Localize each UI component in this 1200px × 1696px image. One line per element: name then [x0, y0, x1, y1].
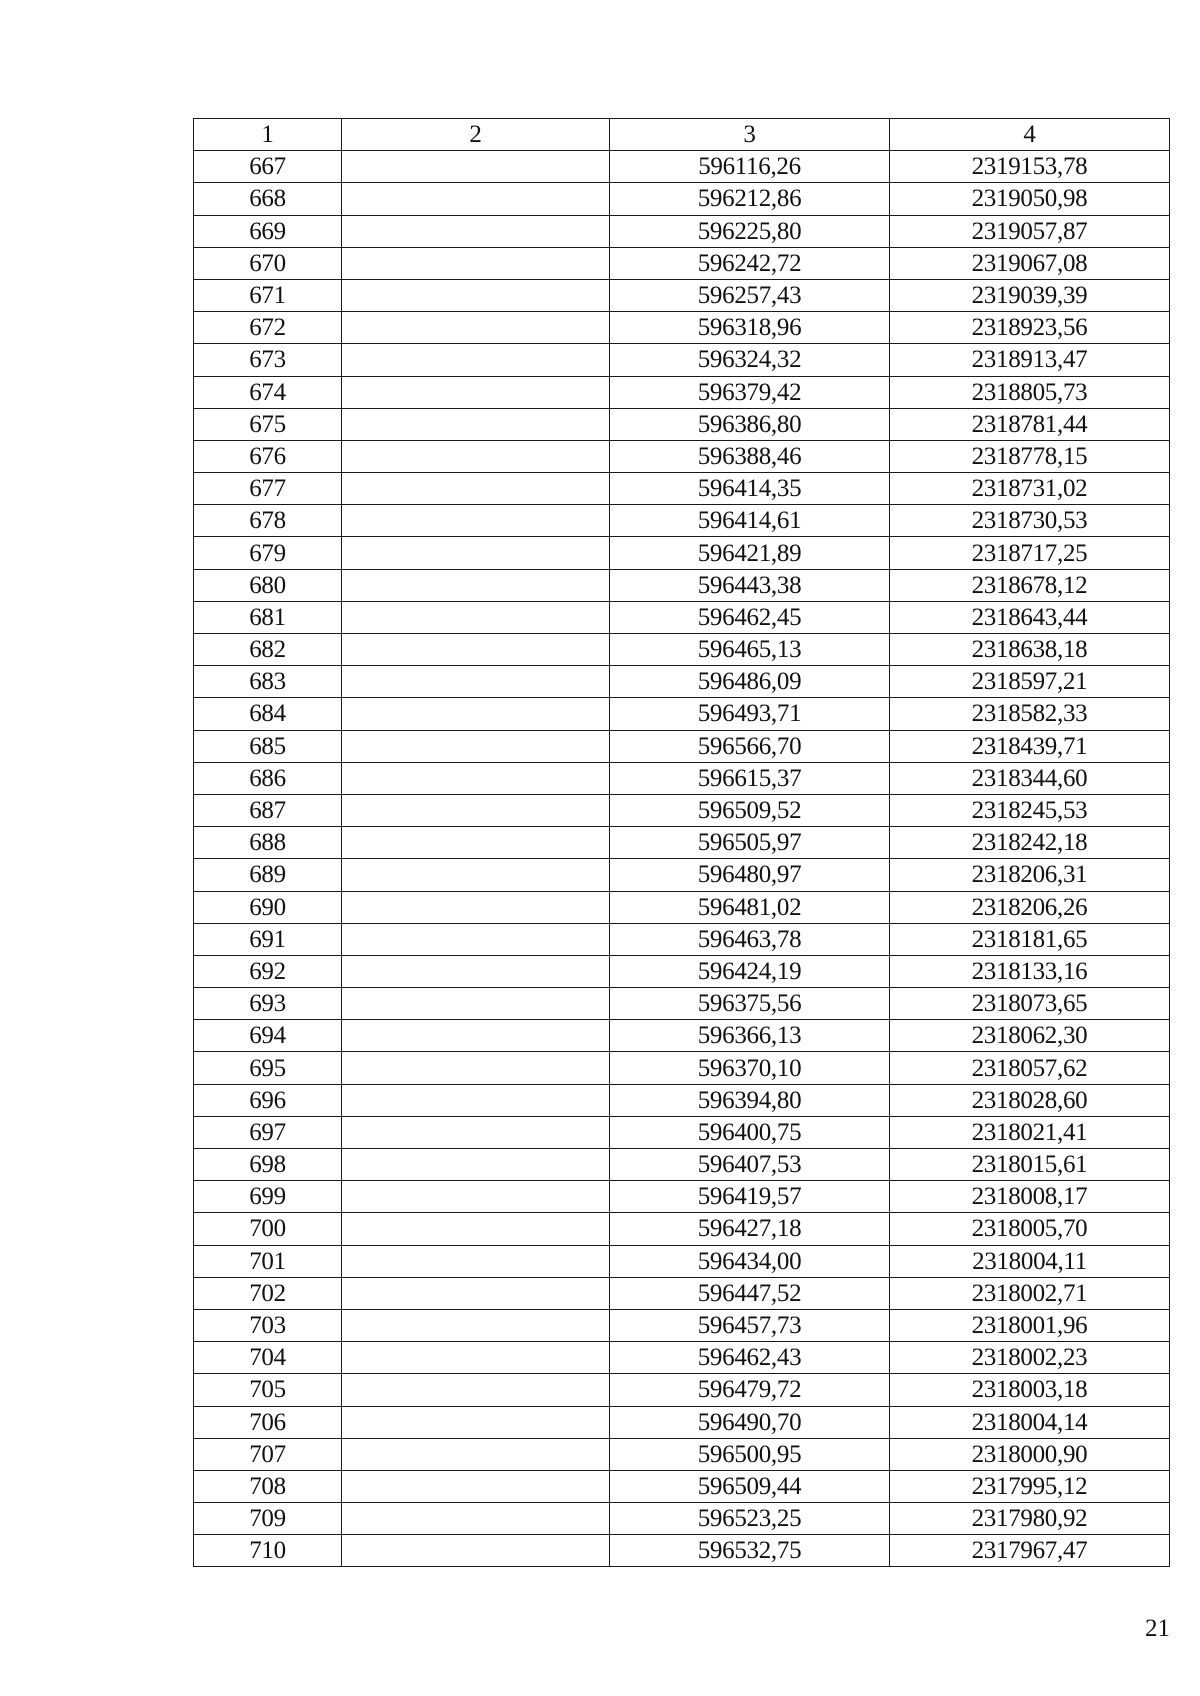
point-number-cell: 702: [194, 1277, 342, 1309]
point-number-cell: 682: [194, 634, 342, 666]
coordinate-y-cell: 2318133,16: [890, 955, 1170, 987]
coordinate-y-cell: 2318015,61: [890, 1149, 1170, 1181]
table-row: [194, 440, 1170, 472]
coordinate-x-cell: 596509,52: [610, 794, 890, 826]
description-cell: [342, 505, 610, 537]
table-row: [194, 1149, 1170, 1181]
description-cell: [342, 827, 610, 859]
point-number-cell: 678: [194, 505, 342, 537]
coordinate-y-cell: 2318003,18: [890, 1374, 1170, 1406]
description-cell: [342, 794, 610, 826]
point-number-cell: 681: [194, 601, 342, 633]
coordinate-y-cell: 2318439,71: [890, 730, 1170, 762]
description-cell: [342, 988, 610, 1020]
point-number-cell: 679: [194, 537, 342, 569]
table-row: [194, 408, 1170, 440]
point-number-cell: 701: [194, 1245, 342, 1277]
coordinate-x-cell: 596479,72: [610, 1374, 890, 1406]
coordinate-x-cell: 596509,44: [610, 1470, 890, 1502]
table-row: [194, 344, 1170, 376]
coordinate-y-cell: 2318028,60: [890, 1084, 1170, 1116]
point-number-cell: 691: [194, 923, 342, 955]
description-cell: [342, 537, 610, 569]
description-cell: [342, 601, 610, 633]
coordinate-y-cell: 2318731,02: [890, 473, 1170, 505]
point-number-cell: 690: [194, 891, 342, 923]
coordinate-y-cell: 2318062,30: [890, 1020, 1170, 1052]
coordinate-y-cell: 2318778,15: [890, 440, 1170, 472]
coordinate-x-cell: 596225,80: [610, 215, 890, 247]
table-row: [194, 827, 1170, 859]
table-row: [194, 923, 1170, 955]
coordinate-y-cell: 2318004,11: [890, 1245, 1170, 1277]
point-number-cell: 700: [194, 1213, 342, 1245]
point-number-cell: 695: [194, 1052, 342, 1084]
coordinate-y-cell: 2318002,23: [890, 1342, 1170, 1374]
table-row: [194, 1245, 1170, 1277]
coordinate-x-cell: 596523,25: [610, 1503, 890, 1535]
coordinate-x-cell: 596421,89: [610, 537, 890, 569]
point-number-cell: 693: [194, 988, 342, 1020]
coordinate-y-cell: 2318004,14: [890, 1406, 1170, 1438]
table-row: [194, 215, 1170, 247]
coordinate-x-cell: 596116,26: [610, 151, 890, 183]
coordinate-y-cell: 2318000,90: [890, 1438, 1170, 1470]
point-number-cell: 668: [194, 183, 342, 215]
table-row: [194, 601, 1170, 633]
coordinate-x-cell: 596257,43: [610, 279, 890, 311]
coordinate-x-cell: 596419,57: [610, 1181, 890, 1213]
point-number-cell: 670: [194, 247, 342, 279]
coordinate-y-cell: 2318008,17: [890, 1181, 1170, 1213]
column-header-3: 3: [610, 119, 890, 151]
coordinate-x-cell: 596375,56: [610, 988, 890, 1020]
description-cell: [342, 183, 610, 215]
table-row: [194, 1503, 1170, 1535]
table-body: [194, 151, 1170, 1567]
table-row: [194, 1342, 1170, 1374]
point-number-cell: 694: [194, 1020, 342, 1052]
point-number-cell: 686: [194, 762, 342, 794]
description-cell: [342, 1213, 610, 1245]
coordinate-x-cell: 596505,97: [610, 827, 890, 859]
table-row: [194, 955, 1170, 987]
table-row: [194, 1116, 1170, 1148]
coordinate-y-cell: 2318021,41: [890, 1116, 1170, 1148]
column-header-4: 4: [890, 119, 1170, 151]
table-row: [194, 1084, 1170, 1116]
coordinate-y-cell: 2318344,60: [890, 762, 1170, 794]
coordinate-x-cell: 596500,95: [610, 1438, 890, 1470]
point-number-cell: 675: [194, 408, 342, 440]
description-cell: [342, 666, 610, 698]
coordinate-x-cell: 596493,71: [610, 698, 890, 730]
column-header-2: 2: [342, 119, 610, 151]
point-number-cell: 692: [194, 955, 342, 987]
table-row: [194, 988, 1170, 1020]
coordinate-y-cell: 2319067,08: [890, 247, 1170, 279]
description-cell: [342, 891, 610, 923]
point-number-cell: 672: [194, 312, 342, 344]
point-number-cell: 684: [194, 698, 342, 730]
coordinate-y-cell: 2318001,96: [890, 1309, 1170, 1341]
point-number-cell: 697: [194, 1116, 342, 1148]
description-cell: [342, 247, 610, 279]
coordinate-x-cell: 596480,97: [610, 859, 890, 891]
table-row: [194, 1535, 1170, 1567]
description-cell: [342, 762, 610, 794]
description-cell: [342, 1181, 610, 1213]
description-cell: [342, 1052, 610, 1084]
coordinate-y-cell: 2318057,62: [890, 1052, 1170, 1084]
table-row: [194, 247, 1170, 279]
coordinate-y-cell: 2318073,65: [890, 988, 1170, 1020]
point-number-cell: 688: [194, 827, 342, 859]
coordinate-x-cell: 596462,45: [610, 601, 890, 633]
description-cell: [342, 215, 610, 247]
coordinate-y-cell: 2319050,98: [890, 183, 1170, 215]
description-cell: [342, 923, 610, 955]
coordinate-x-cell: 596481,02: [610, 891, 890, 923]
coordinate-y-cell: 2318781,44: [890, 408, 1170, 440]
table-row: [194, 1213, 1170, 1245]
table-row: [194, 312, 1170, 344]
coordinate-x-cell: 596414,35: [610, 473, 890, 505]
description-cell: [342, 1406, 610, 1438]
description-cell: [342, 408, 610, 440]
coordinate-x-cell: 596424,19: [610, 955, 890, 987]
coordinate-y-cell: 2318002,71: [890, 1277, 1170, 1309]
table-row: [194, 1309, 1170, 1341]
description-cell: [342, 312, 610, 344]
column-header-1: 1: [194, 119, 342, 151]
table-row: [194, 698, 1170, 730]
coordinates-table: [193, 118, 1170, 1567]
description-cell: [342, 151, 610, 183]
table-row: [194, 1277, 1170, 1309]
coordinate-x-cell: 596615,37: [610, 762, 890, 794]
description-cell: [342, 730, 610, 762]
description-cell: [342, 698, 610, 730]
coordinate-x-cell: 596318,96: [610, 312, 890, 344]
coordinate-y-cell: 2318181,65: [890, 923, 1170, 955]
coordinate-x-cell: 596394,80: [610, 1084, 890, 1116]
table-row: [194, 473, 1170, 505]
coordinate-y-cell: 2318597,21: [890, 666, 1170, 698]
coordinate-x-cell: 596366,13: [610, 1020, 890, 1052]
coordinate-y-cell: 2318730,53: [890, 505, 1170, 537]
table-row: [194, 569, 1170, 601]
table-row: [194, 279, 1170, 311]
point-number-cell: 698: [194, 1149, 342, 1181]
table-header-row: [194, 119, 1170, 151]
coordinate-x-cell: 596443,38: [610, 569, 890, 601]
table-row: [194, 762, 1170, 794]
point-number-cell: 708: [194, 1470, 342, 1502]
coordinate-x-cell: 596370,10: [610, 1052, 890, 1084]
description-cell: [342, 1503, 610, 1535]
point-number-cell: 687: [194, 794, 342, 826]
coordinate-y-cell: 2318005,70: [890, 1213, 1170, 1245]
coordinate-x-cell: 596400,75: [610, 1116, 890, 1148]
coordinate-y-cell: 2318805,73: [890, 376, 1170, 408]
description-cell: [342, 473, 610, 505]
point-number-cell: 669: [194, 215, 342, 247]
point-number-cell: 706: [194, 1406, 342, 1438]
point-number-cell: 696: [194, 1084, 342, 1116]
description-cell: [342, 634, 610, 666]
coordinate-y-cell: 2317980,92: [890, 1503, 1170, 1535]
coordinate-y-cell: 2318717,25: [890, 537, 1170, 569]
table-row: [194, 537, 1170, 569]
point-number-cell: 674: [194, 376, 342, 408]
coordinate-x-cell: 596447,52: [610, 1277, 890, 1309]
coordinate-y-cell: 2319153,78: [890, 151, 1170, 183]
point-number-cell: 703: [194, 1309, 342, 1341]
table-row: [194, 1406, 1170, 1438]
description-cell: [342, 955, 610, 987]
page-number: 21: [1145, 1615, 1170, 1642]
description-cell: [342, 1309, 610, 1341]
description-cell: [342, 569, 610, 601]
table-row: [194, 666, 1170, 698]
coordinate-x-cell: 596532,75: [610, 1535, 890, 1567]
point-number-cell: 704: [194, 1342, 342, 1374]
description-cell: [342, 1116, 610, 1148]
coordinate-y-cell: 2318206,31: [890, 859, 1170, 891]
table-row: [194, 891, 1170, 923]
table-row: [194, 1181, 1170, 1213]
point-number-cell: 699: [194, 1181, 342, 1213]
point-number-cell: 673: [194, 344, 342, 376]
description-cell: [342, 1535, 610, 1567]
coordinate-y-cell: 2318242,18: [890, 827, 1170, 859]
table-row: [194, 376, 1170, 408]
description-cell: [342, 1470, 610, 1502]
point-number-cell: 685: [194, 730, 342, 762]
coordinate-y-cell: 2318245,53: [890, 794, 1170, 826]
coordinate-x-cell: 596490,70: [610, 1406, 890, 1438]
coordinate-y-cell: 2318913,47: [890, 344, 1170, 376]
coordinate-y-cell: 2319057,87: [890, 215, 1170, 247]
description-cell: [342, 1277, 610, 1309]
table-row: [194, 1470, 1170, 1502]
table-header: [194, 119, 1170, 151]
point-number-cell: 677: [194, 473, 342, 505]
description-cell: [342, 440, 610, 472]
description-cell: [342, 1020, 610, 1052]
point-number-cell: 707: [194, 1438, 342, 1470]
description-cell: [342, 1084, 610, 1116]
description-cell: [342, 279, 610, 311]
point-number-cell: 680: [194, 569, 342, 601]
table-row: [194, 794, 1170, 826]
point-number-cell: 676: [194, 440, 342, 472]
point-number-cell: 710: [194, 1535, 342, 1567]
point-number-cell: 709: [194, 1503, 342, 1535]
description-cell: [342, 1149, 610, 1181]
coordinate-y-cell: 2319039,39: [890, 279, 1170, 311]
coordinate-x-cell: 596486,09: [610, 666, 890, 698]
description-cell: [342, 1342, 610, 1374]
point-number-cell: 671: [194, 279, 342, 311]
table-row: [194, 634, 1170, 666]
table-row: [194, 505, 1170, 537]
table-row: [194, 1374, 1170, 1406]
point-number-cell: 705: [194, 1374, 342, 1406]
coordinate-y-cell: 2318206,26: [890, 891, 1170, 923]
table-row: [194, 183, 1170, 215]
table-row: [194, 1052, 1170, 1084]
coordinate-y-cell: 2318582,33: [890, 698, 1170, 730]
point-number-cell: 667: [194, 151, 342, 183]
table-row: [194, 151, 1170, 183]
description-cell: [342, 859, 610, 891]
coordinate-x-cell: 596463,78: [610, 923, 890, 955]
coordinate-x-cell: 596566,70: [610, 730, 890, 762]
description-cell: [342, 1245, 610, 1277]
point-number-cell: 683: [194, 666, 342, 698]
description-cell: [342, 1374, 610, 1406]
coordinate-y-cell: 2318678,12: [890, 569, 1170, 601]
point-number-cell: 689: [194, 859, 342, 891]
coordinate-y-cell: 2318923,56: [890, 312, 1170, 344]
coordinate-x-cell: 596414,61: [610, 505, 890, 537]
coordinate-y-cell: 2318643,44: [890, 601, 1170, 633]
coordinate-x-cell: 596386,80: [610, 408, 890, 440]
coordinate-y-cell: 2318638,18: [890, 634, 1170, 666]
table-row: [194, 1438, 1170, 1470]
table-row: [194, 859, 1170, 891]
table-row: [194, 1020, 1170, 1052]
coordinate-x-cell: 596434,00: [610, 1245, 890, 1277]
coordinate-x-cell: 596379,42: [610, 376, 890, 408]
coordinate-x-cell: 596212,86: [610, 183, 890, 215]
coordinate-x-cell: 596242,72: [610, 247, 890, 279]
table-row: [194, 730, 1170, 762]
description-cell: [342, 344, 610, 376]
coordinate-y-cell: 2317995,12: [890, 1470, 1170, 1502]
coordinate-x-cell: 596462,43: [610, 1342, 890, 1374]
description-cell: [342, 1438, 610, 1470]
coordinate-x-cell: 596457,73: [610, 1309, 890, 1341]
coordinate-x-cell: 596427,18: [610, 1213, 890, 1245]
description-cell: [342, 376, 610, 408]
coordinate-x-cell: 596324,32: [610, 344, 890, 376]
coordinate-y-cell: 2317967,47: [890, 1535, 1170, 1567]
coordinate-x-cell: 596407,53: [610, 1149, 890, 1181]
coordinate-x-cell: 596465,13: [610, 634, 890, 666]
coordinate-x-cell: 596388,46: [610, 440, 890, 472]
